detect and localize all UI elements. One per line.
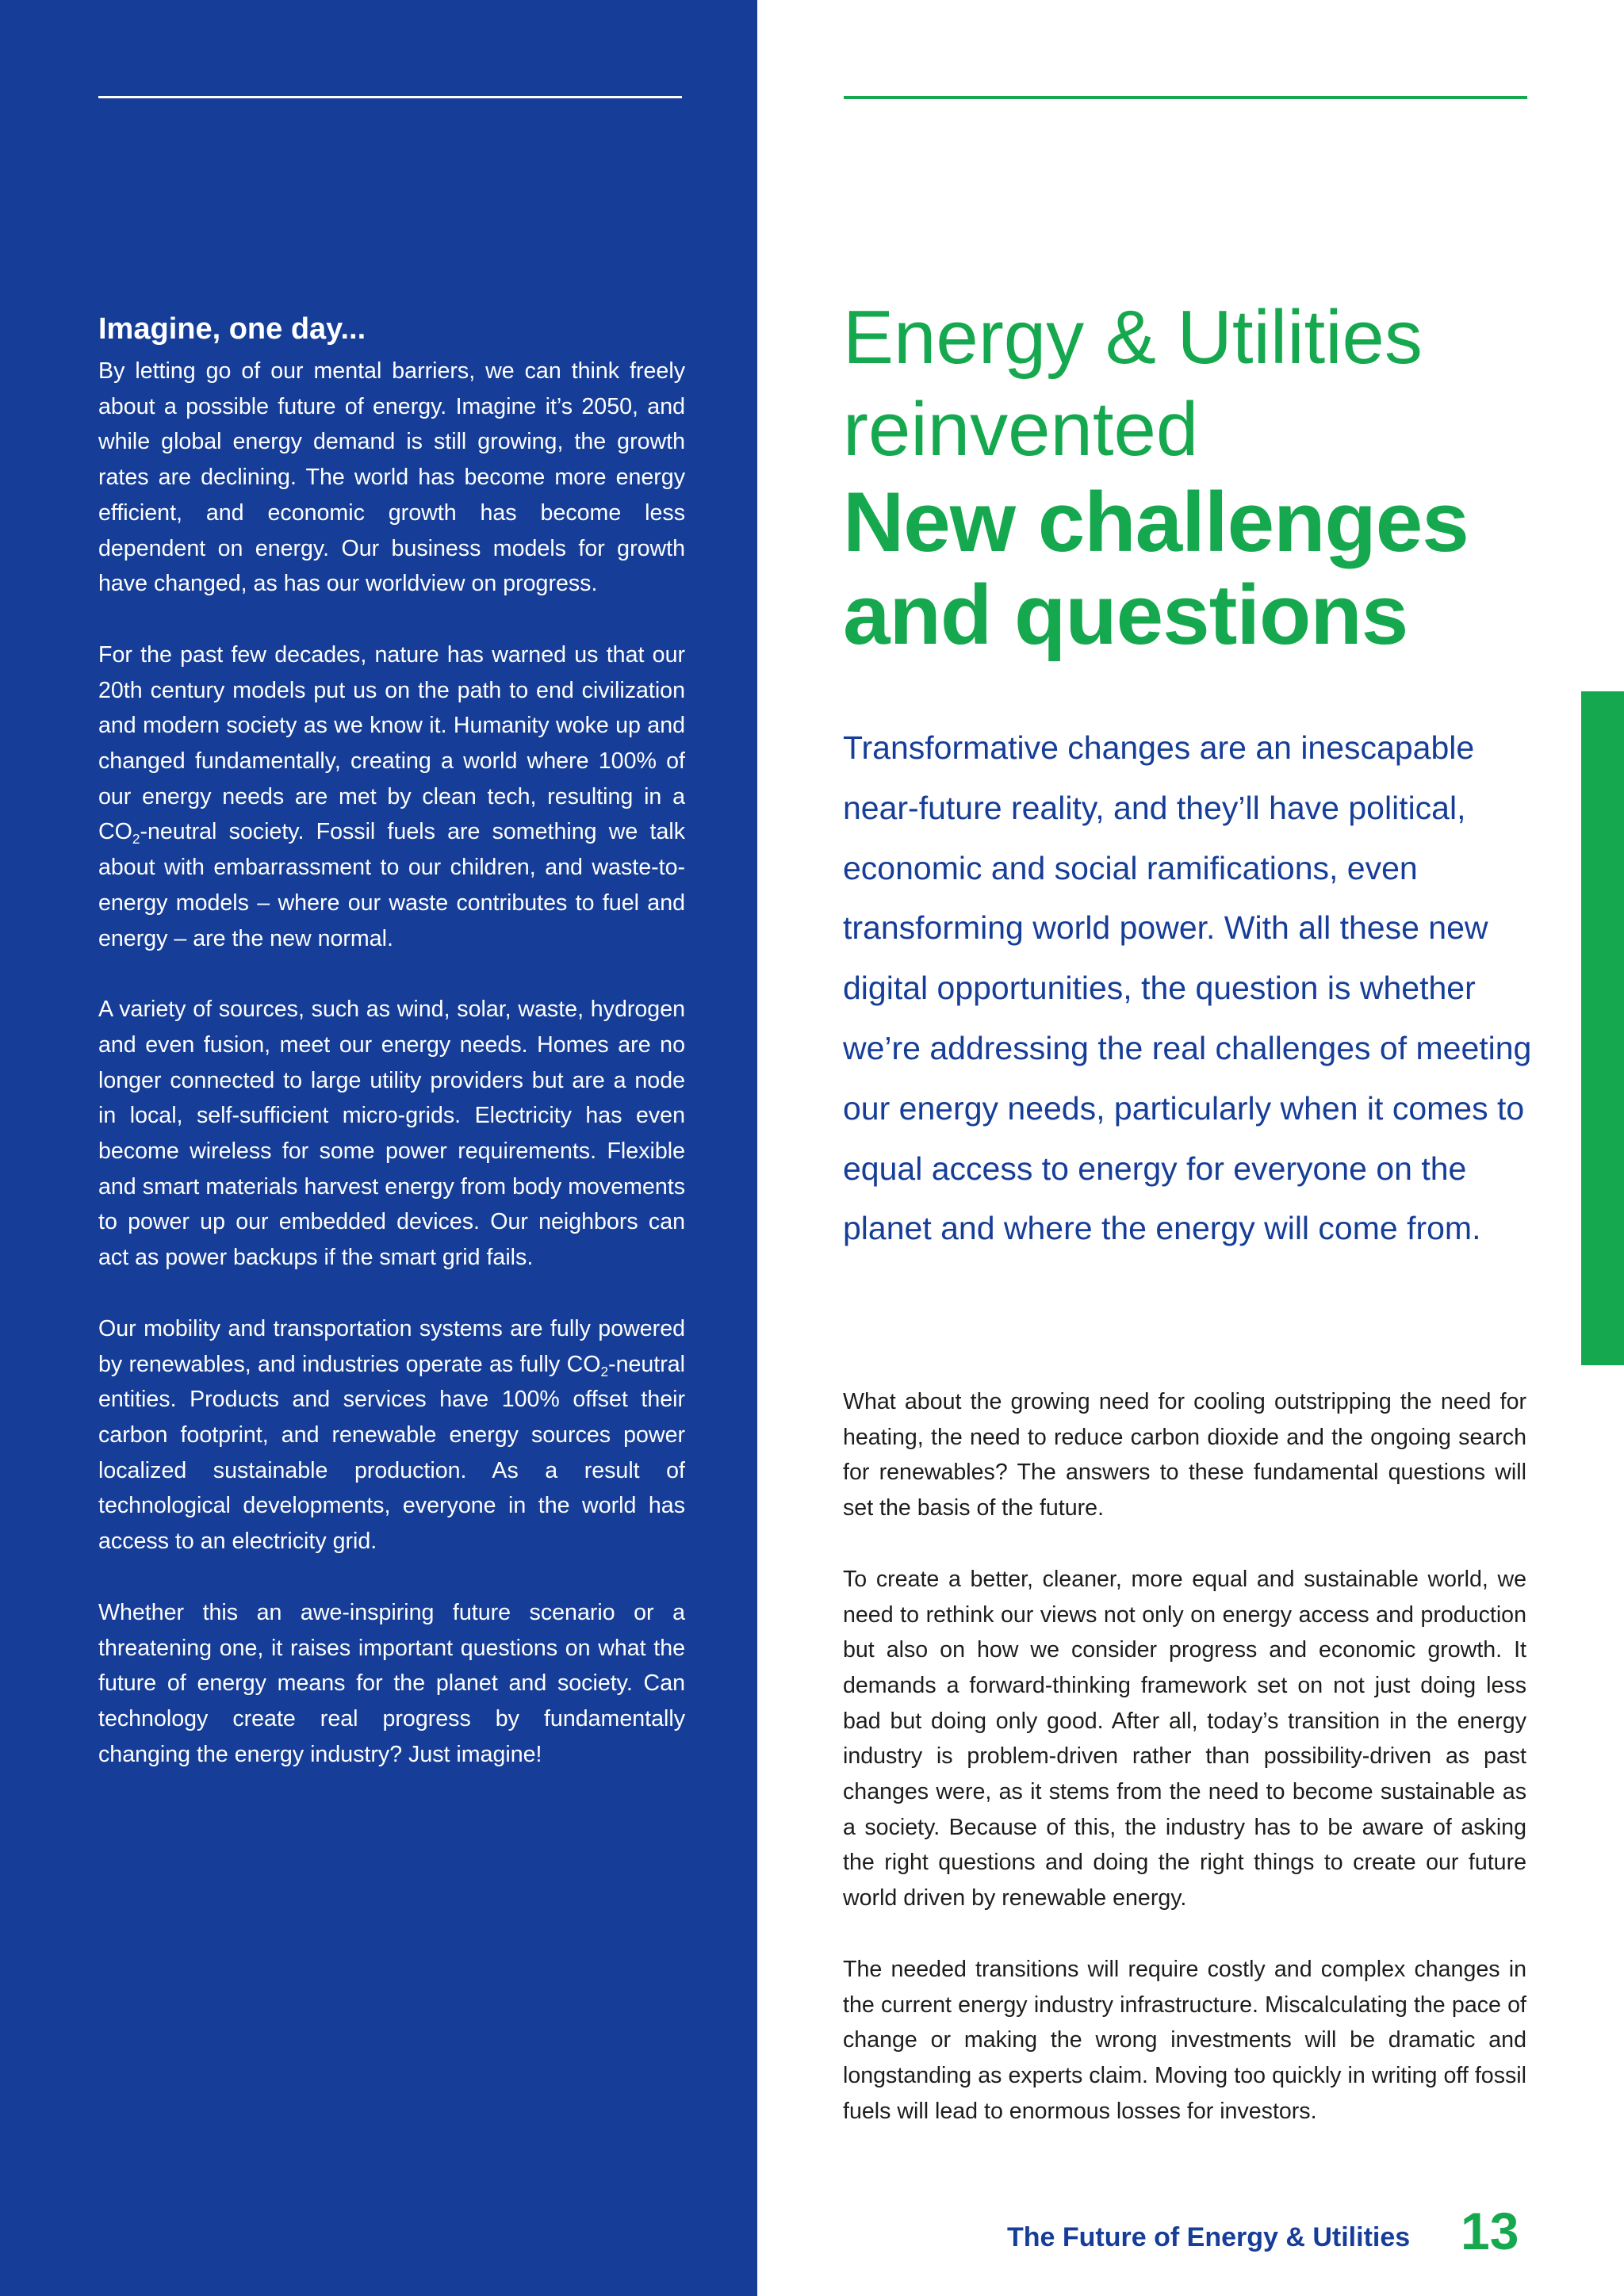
imagine-column (98, 309, 685, 1808)
body-column (843, 1384, 1526, 2164)
title-line-1: Energy & Utilities (843, 295, 1423, 380)
p4-text-b: -neutral entities. Products and services have 100% offset their carbon footprint, and renewable energy sources power localized sustainable production. As a result of technological developments, everyone in the world has access to an electricity grid. (98, 1351, 685, 1555)
imagine-paragraph-5: Whether this an awe-inspiring future scenario or a threatening one, it raises important questions on what the future of energy means for the planet and society. Can technology create real progress by fundamentally changing the energy industry? Just imagine! (98, 1599, 685, 1767)
body-paragraph-2: To create a better, cleaner, more equal and sustainable world, we need to rethink our views not only on energy access and production but also on how we consider progress and economic growth. It demands a forward-thinking framework set on not just doing less bad but doing only good. After all, today’s transition in the energy industry is problem-driven rather than possibility-driven as past changes were, as it stems from the need to become sustainable as a society. Because of this, the industry has to be aware of asking the right questions and doing the right things to create our future world driven by renewable energy. (843, 1566, 1526, 1911)
imagine-heading: Imagine, one day... (98, 312, 366, 346)
right-top-rule (844, 96, 1527, 99)
body-paragraph-3: The needed transitions will require costly and complex changes in the current energy industry infrastructure. Miscalculating the pace of change or making the wrong investments will be dramatic and longstanding as experts claim. Moving too quickly in writing off fossil fuels will lead to enormous losses for investors. (843, 1956, 1526, 2124)
p2-text-b: -neutral society. Fossil fuels are something we talk about with embarrassment to our children, and waste-to-energy models – where our waste contributes to fuel and energy – are the new normal. (98, 819, 685, 951)
footer-title: The Future of Energy & Utilities (1007, 2222, 1411, 2252)
imagine-paragraph-1: By letting go of our mental barriers, we can think freely about a possible future of energy. Imagine it’s 2050, and while global energy demand is still growing, the growth rates are declining. The world has become more energy efficient, and economic growth has become less dependent on energy. Our business models for growth have changed, as has our worldview on progress. (98, 358, 685, 597)
p4-subscript: 2 (600, 1363, 609, 1380)
p2-subscript: 2 (132, 831, 140, 848)
page-number: 13 (1461, 2202, 1519, 2260)
imagine-paragraph-2 (98, 637, 685, 956)
body-paragraph-1: What about the growing need for cooling outstripping the need for heating, the need to reduce carbon dioxide and the ongoing search for renewables? The answers to these fundamental questions will set the basis of the future. (843, 1389, 1526, 1521)
imagine-paragraph-4 (98, 1311, 685, 1559)
p4-text-a: Our mobility and transportation systems are fully powered by renewables, and industries operate as fully CO (98, 1315, 685, 1377)
lead-paragraph: Transformative changes are an inescapable near-future reality, and they’ll have political, economic and social ramifications, even transforming world power. With all these new digital opportunities, the question is whether we’re addressing the real challenges of meeting our energy needs, particularly when it comes to equal access to energy for everyone on the planet and where the energy will come from. (843, 729, 1532, 1247)
page-title (843, 292, 1572, 661)
imagine-paragraph-3: A variety of sources, such as wind, solar, waste, hydrogen and even fusion, meet our energy needs. Homes are no longer connected to large utility providers but are a node in local, self-sufficient micro-grids. Electricity has even become wireless for some power requirements. Flexible and smart materials harvest energy from body movements to power up our embedded devices. Our neighbors can act as power backups if the smart grid fails. (98, 997, 685, 1271)
p2-text-a: For the past few decades, nature has warned us that our 20th century models put us on the path to end civilization and modern society as we know it. Humanity woke up and changed fundamentally, creating a world where 100% of our energy needs are met by clean tech, resulting in a CO (98, 641, 685, 845)
title-line-3: New challenges (843, 474, 1469, 569)
left-top-rule (98, 96, 682, 98)
title-line-4: and questions (843, 567, 1408, 662)
green-edge-tab (1581, 691, 1624, 1365)
title-line-2: reinvented (843, 387, 1199, 472)
